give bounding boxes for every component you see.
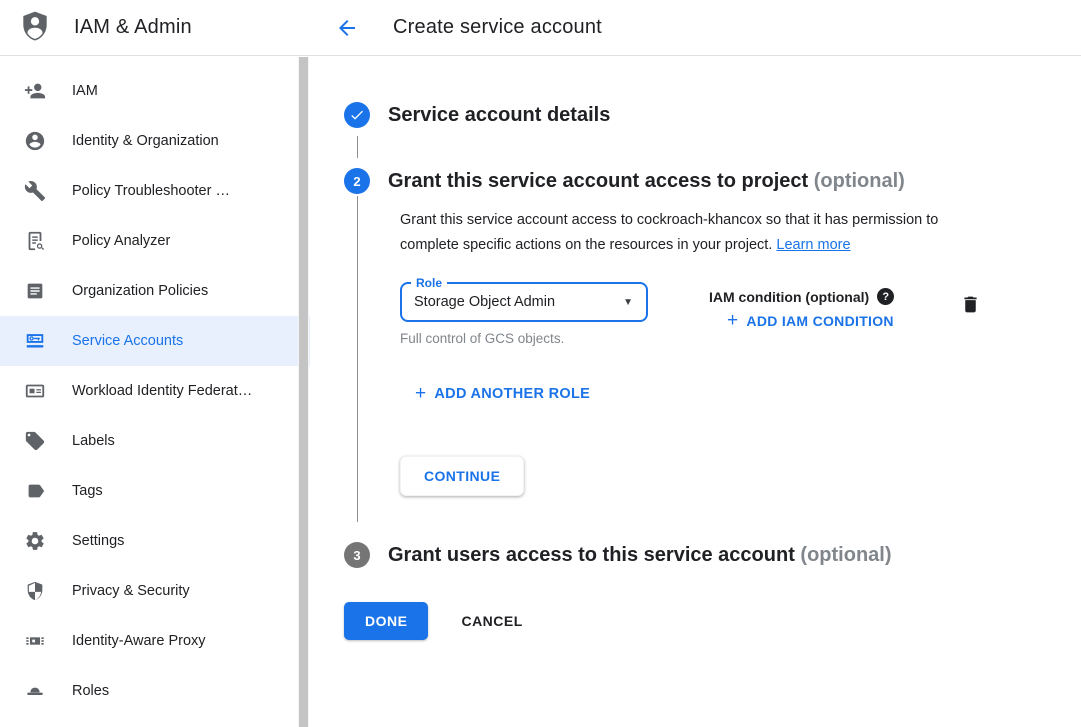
sidebar-item-label: Identity-Aware Proxy <box>72 633 206 649</box>
sidebar-item-label: Tags <box>72 483 103 499</box>
sidebar-item-label: Identity & Organization <box>72 133 219 149</box>
step-connector-line <box>357 136 358 158</box>
step1-title: Service account details <box>388 104 611 126</box>
role-select-value: Storage Object Admin <box>414 294 556 310</box>
sidebar-item-identity-organization[interactable] <box>0 116 310 166</box>
role-select[interactable] <box>400 276 648 322</box>
sidebar-item-policy-analyzer[interactable] <box>0 216 310 266</box>
sidebar-item-label: Settings <box>72 533 125 549</box>
proxy-icon <box>24 630 46 652</box>
app-title: IAM & Admin <box>74 16 192 38</box>
learn-more-link[interactable]: Learn more <box>776 237 851 253</box>
sidebar-item-service-accounts[interactable] <box>0 316 310 366</box>
sidebar-item-label: Labels <box>72 433 115 449</box>
iam-condition-label: IAM condition (optional) <box>709 288 870 305</box>
sidebar-item-label: Policy Analyzer <box>72 233 171 249</box>
add-another-role-button[interactable] <box>400 383 985 404</box>
sidebar-item-label: Policy Troubleshooter … <box>72 183 230 199</box>
add-another-role-label: ADD ANOTHER ROLE <box>434 386 591 402</box>
sidebar-item-tags[interactable] <box>0 466 310 516</box>
step3-number-badge <box>344 542 370 568</box>
service-account-key-icon <box>24 330 46 352</box>
label-tag-icon <box>24 430 46 452</box>
add-iam-condition-button[interactable] <box>709 310 894 331</box>
role-helper-text: Full control of GCS objects. <box>400 331 565 346</box>
step3-optional-label: (optional) <box>800 544 892 566</box>
step2-description-text: Grant this service account access to cockroach-khancox so that it has permission to complete specific actions on the resources in your project. <box>400 212 939 253</box>
sidebar-item-labels[interactable] <box>0 416 310 466</box>
plus-icon: + <box>415 383 427 404</box>
sidebar-item-roles[interactable] <box>0 666 310 716</box>
main-panel <box>310 0 1081 727</box>
scrollbar-thumb[interactable] <box>299 57 308 727</box>
cancel-button[interactable]: CANCEL <box>461 613 523 629</box>
delete-role-button[interactable] <box>960 282 981 346</box>
plus-icon: + <box>727 310 739 331</box>
sidebar-item-workload-identity-federation[interactable] <box>0 366 310 416</box>
step2-number: 2 <box>353 173 361 189</box>
sidebar-item-privacy-security[interactable] <box>0 566 310 616</box>
sidebar-nav <box>0 56 310 716</box>
sidebar-item-label: Organization Policies <box>72 283 209 299</box>
step2-optional-label: (optional) <box>813 170 905 192</box>
done-button[interactable]: DONE <box>344 602 428 640</box>
roles-hat-icon <box>24 680 46 702</box>
step2-row <box>344 166 1081 196</box>
sidebar-item-organization-policies[interactable] <box>0 266 310 316</box>
add-iam-condition-label: ADD IAM CONDITION <box>746 313 894 329</box>
sidebar-item-label: Roles <box>72 683 110 699</box>
sidebar-item-policy-troubleshooter[interactable] <box>0 166 310 216</box>
role-row <box>400 276 985 346</box>
sidebar-header <box>0 0 310 56</box>
sidebar-item-label: Service Accounts <box>72 333 184 349</box>
back-arrow-icon[interactable] <box>335 16 359 40</box>
tag-arrow-icon <box>24 480 46 502</box>
account-circle-icon <box>24 130 46 152</box>
form-actions <box>344 602 1081 640</box>
sidebar-item-iam[interactable] <box>0 66 310 116</box>
step2-body <box>357 196 985 522</box>
policy-analyzer-icon <box>24 230 46 252</box>
role-select-label: Role <box>411 276 447 290</box>
step3-number: 3 <box>353 547 361 563</box>
page-title: Create service account <box>393 16 602 38</box>
sidebar-item-identity-aware-proxy[interactable] <box>0 616 310 666</box>
step3-title <box>388 540 892 570</box>
step2-title <box>388 166 905 196</box>
sidebar-item-label: Privacy & Security <box>72 583 190 599</box>
sidebar-item-settings[interactable] <box>0 516 310 566</box>
step3-title-text: Grant users access to this service account <box>388 544 795 566</box>
step2-number-badge <box>344 168 370 194</box>
sidebar <box>0 0 310 727</box>
iam-admin-shield-icon <box>18 9 52 47</box>
wrench-icon <box>24 180 46 202</box>
gear-icon <box>24 530 46 552</box>
sidebar-scrollbar[interactable] <box>298 57 309 727</box>
id-card-icon <box>24 380 46 402</box>
person-add-icon <box>24 80 46 102</box>
step3-row <box>344 540 1081 570</box>
step2-title-text: Grant this service account access to project <box>388 170 809 192</box>
step1-row <box>344 100 1081 130</box>
role-column <box>400 276 650 346</box>
iam-condition-column <box>709 282 894 346</box>
step1-completed-check-icon <box>344 102 370 128</box>
stepper-content <box>310 56 1081 640</box>
shield-icon <box>24 580 46 602</box>
sidebar-item-label: Workload Identity Federat… <box>72 383 253 399</box>
step2-description <box>400 208 990 258</box>
chevron-down-icon: ▼ <box>623 296 633 308</box>
document-icon <box>24 280 46 302</box>
sidebar-item-label: IAM <box>72 83 98 99</box>
trash-icon <box>960 294 981 315</box>
page-header <box>310 0 1081 56</box>
help-icon[interactable]: ? <box>877 288 894 305</box>
continue-button[interactable]: CONTINUE <box>400 456 524 496</box>
